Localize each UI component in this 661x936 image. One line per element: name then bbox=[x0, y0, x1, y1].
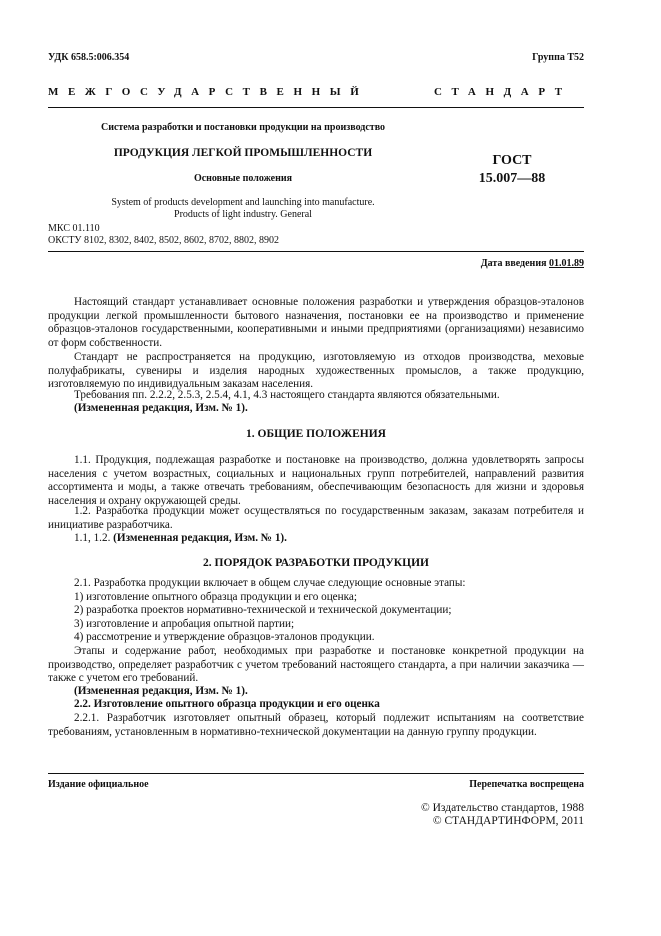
okstu-code: ОКСТУ 8102, 8302, 8402, 8502, 8602, 8702, 8802, 8902 bbox=[48, 235, 280, 246]
banner-standard: СТАНДАРТ bbox=[434, 86, 572, 98]
section-1-heading: 1. ОБЩИЕ ПОЛОЖЕНИЯ bbox=[246, 428, 386, 440]
section-1-paragraph-1: 1.1. Продукция, подлежащая разработке и постановке на производство, должна удовлетворять запросы населения с учетом возрастных, социальных и национальных групп потребителей, направлений развития ассортимента и моды, а также отвечать требованиям, обеспечивающим безопасность для жизни и здоровья населения и охрану окружающей среды. bbox=[48, 454, 584, 507]
effective-date bbox=[400, 258, 584, 270]
reprint-prohibited: Перепечатка воспрещена bbox=[469, 779, 584, 790]
banner-divider bbox=[48, 107, 584, 108]
intro-paragraph-3: Требования пп. 2.2.2, 2.5.3, 2.5.4, 4.1, 4.3 настоящего стандарта являются обязательными. bbox=[74, 389, 500, 401]
english-title-line1: System of products development and launching into manufacture. bbox=[111, 197, 375, 208]
official-edition: Издание официальное bbox=[48, 779, 149, 790]
copyright-2011: © СТАНДАРТИНФОРМ, 2011 bbox=[432, 815, 584, 827]
section-1-amendment-prefix: 1.1, 1.2. bbox=[74, 532, 111, 544]
effective-date-value: 01.01.89 bbox=[549, 258, 584, 269]
section-2-heading: 2. ПОРЯДОК РАЗРАБОТКИ ПРОДУКЦИИ bbox=[203, 557, 429, 569]
document-subtitle: Основные положения bbox=[193, 173, 293, 184]
group-code: Группа Т52 bbox=[532, 52, 584, 63]
banner-interstate: МЕЖГОСУДАРСТВЕННЫЙ bbox=[48, 86, 369, 98]
section-1-paragraph-2: 1.2. Разработка продукции может осуществляться по государственным заказам, заказам потребителя и инициативе разработчика. bbox=[48, 505, 584, 531]
product-title: ПРОДУКЦИЯ ЛЕГКОЙ ПРОМЫШЛЕННОСТИ bbox=[113, 147, 373, 159]
udk-code: УДК 658.5:006.354 bbox=[48, 52, 130, 63]
section-2-paragraph-2: Этапы и содержание работ, необходимых при разработке и постановке конкретной продукции на производство, определяет разработчик с учетом требований настоящего стандарта, а при наличии заказчика — также с учетом его требований. bbox=[48, 645, 584, 685]
intro-paragraph-1: Настоящий стандарт устанавливает основные положения разработки и утверждения образцов-эталонов продукции легкой промышленности бытового назначения, постановки ее на производство и применение образцов-эталонов государственными, кооперативными и иными предприятиями (организациями) независимо от форм собственности. bbox=[48, 296, 584, 349]
section-1-amendment-text: (Измененная редакция, Изм. № 1). bbox=[113, 532, 287, 544]
section-2-paragraph-1: 2.1. Разработка продукции включает в общем случае следующие основные этапы: bbox=[74, 577, 466, 589]
copyright-1988: © Издательство стандартов, 1988 bbox=[420, 802, 584, 814]
english-title-line2: Products of light industry. General bbox=[174, 209, 312, 220]
section-2-amendment: (Измененная редакция, Изм. № 1). bbox=[74, 685, 248, 697]
mks-code: МКС 01.110 bbox=[48, 223, 100, 234]
title-divider bbox=[48, 251, 584, 252]
effective-date-label: Дата введения bbox=[480, 258, 547, 269]
section-2-paragraph-4: 2.2.1. Разработчик изготовляет опытный образец, который подлежит испытаниям на соответствие требованиям, установленным в нормативно-технической документации на данную группу продукции. bbox=[48, 712, 584, 738]
footer-divider bbox=[48, 773, 584, 774]
intro-paragraph-2: Стандарт не распространяется на продукцию, изготовляемую из отходов производства, меховые полуфабрикаты, сувениры и изделия народных художественных промыслов, а также продукцию, изготовляемую по индивидуальным заказам населения. bbox=[48, 351, 584, 391]
list-item: 3) изготовление и апробация опытной партии; bbox=[74, 618, 295, 630]
list-item: 1) изготовление опытного образца продукции и его оценка; bbox=[74, 591, 357, 603]
subsection-2-2-heading: 2.2. Изготовление опытного образца продукции и его оценка bbox=[74, 698, 380, 710]
list-item: 2) разработка проектов нормативно-технической и технической документации; bbox=[74, 604, 452, 616]
intro-amendment: (Измененная редакция, Изм. № 1). bbox=[74, 402, 248, 414]
list-item: 4) рассмотрение и утверждение образцов-эталонов продукции. bbox=[74, 631, 375, 643]
section-1-amendment bbox=[48, 532, 584, 546]
gost-label: ГОСТ bbox=[492, 153, 532, 168]
system-title: Система разработки и постановки продукции на производство bbox=[100, 122, 386, 133]
gost-number: 15.007—88 bbox=[478, 171, 546, 186]
